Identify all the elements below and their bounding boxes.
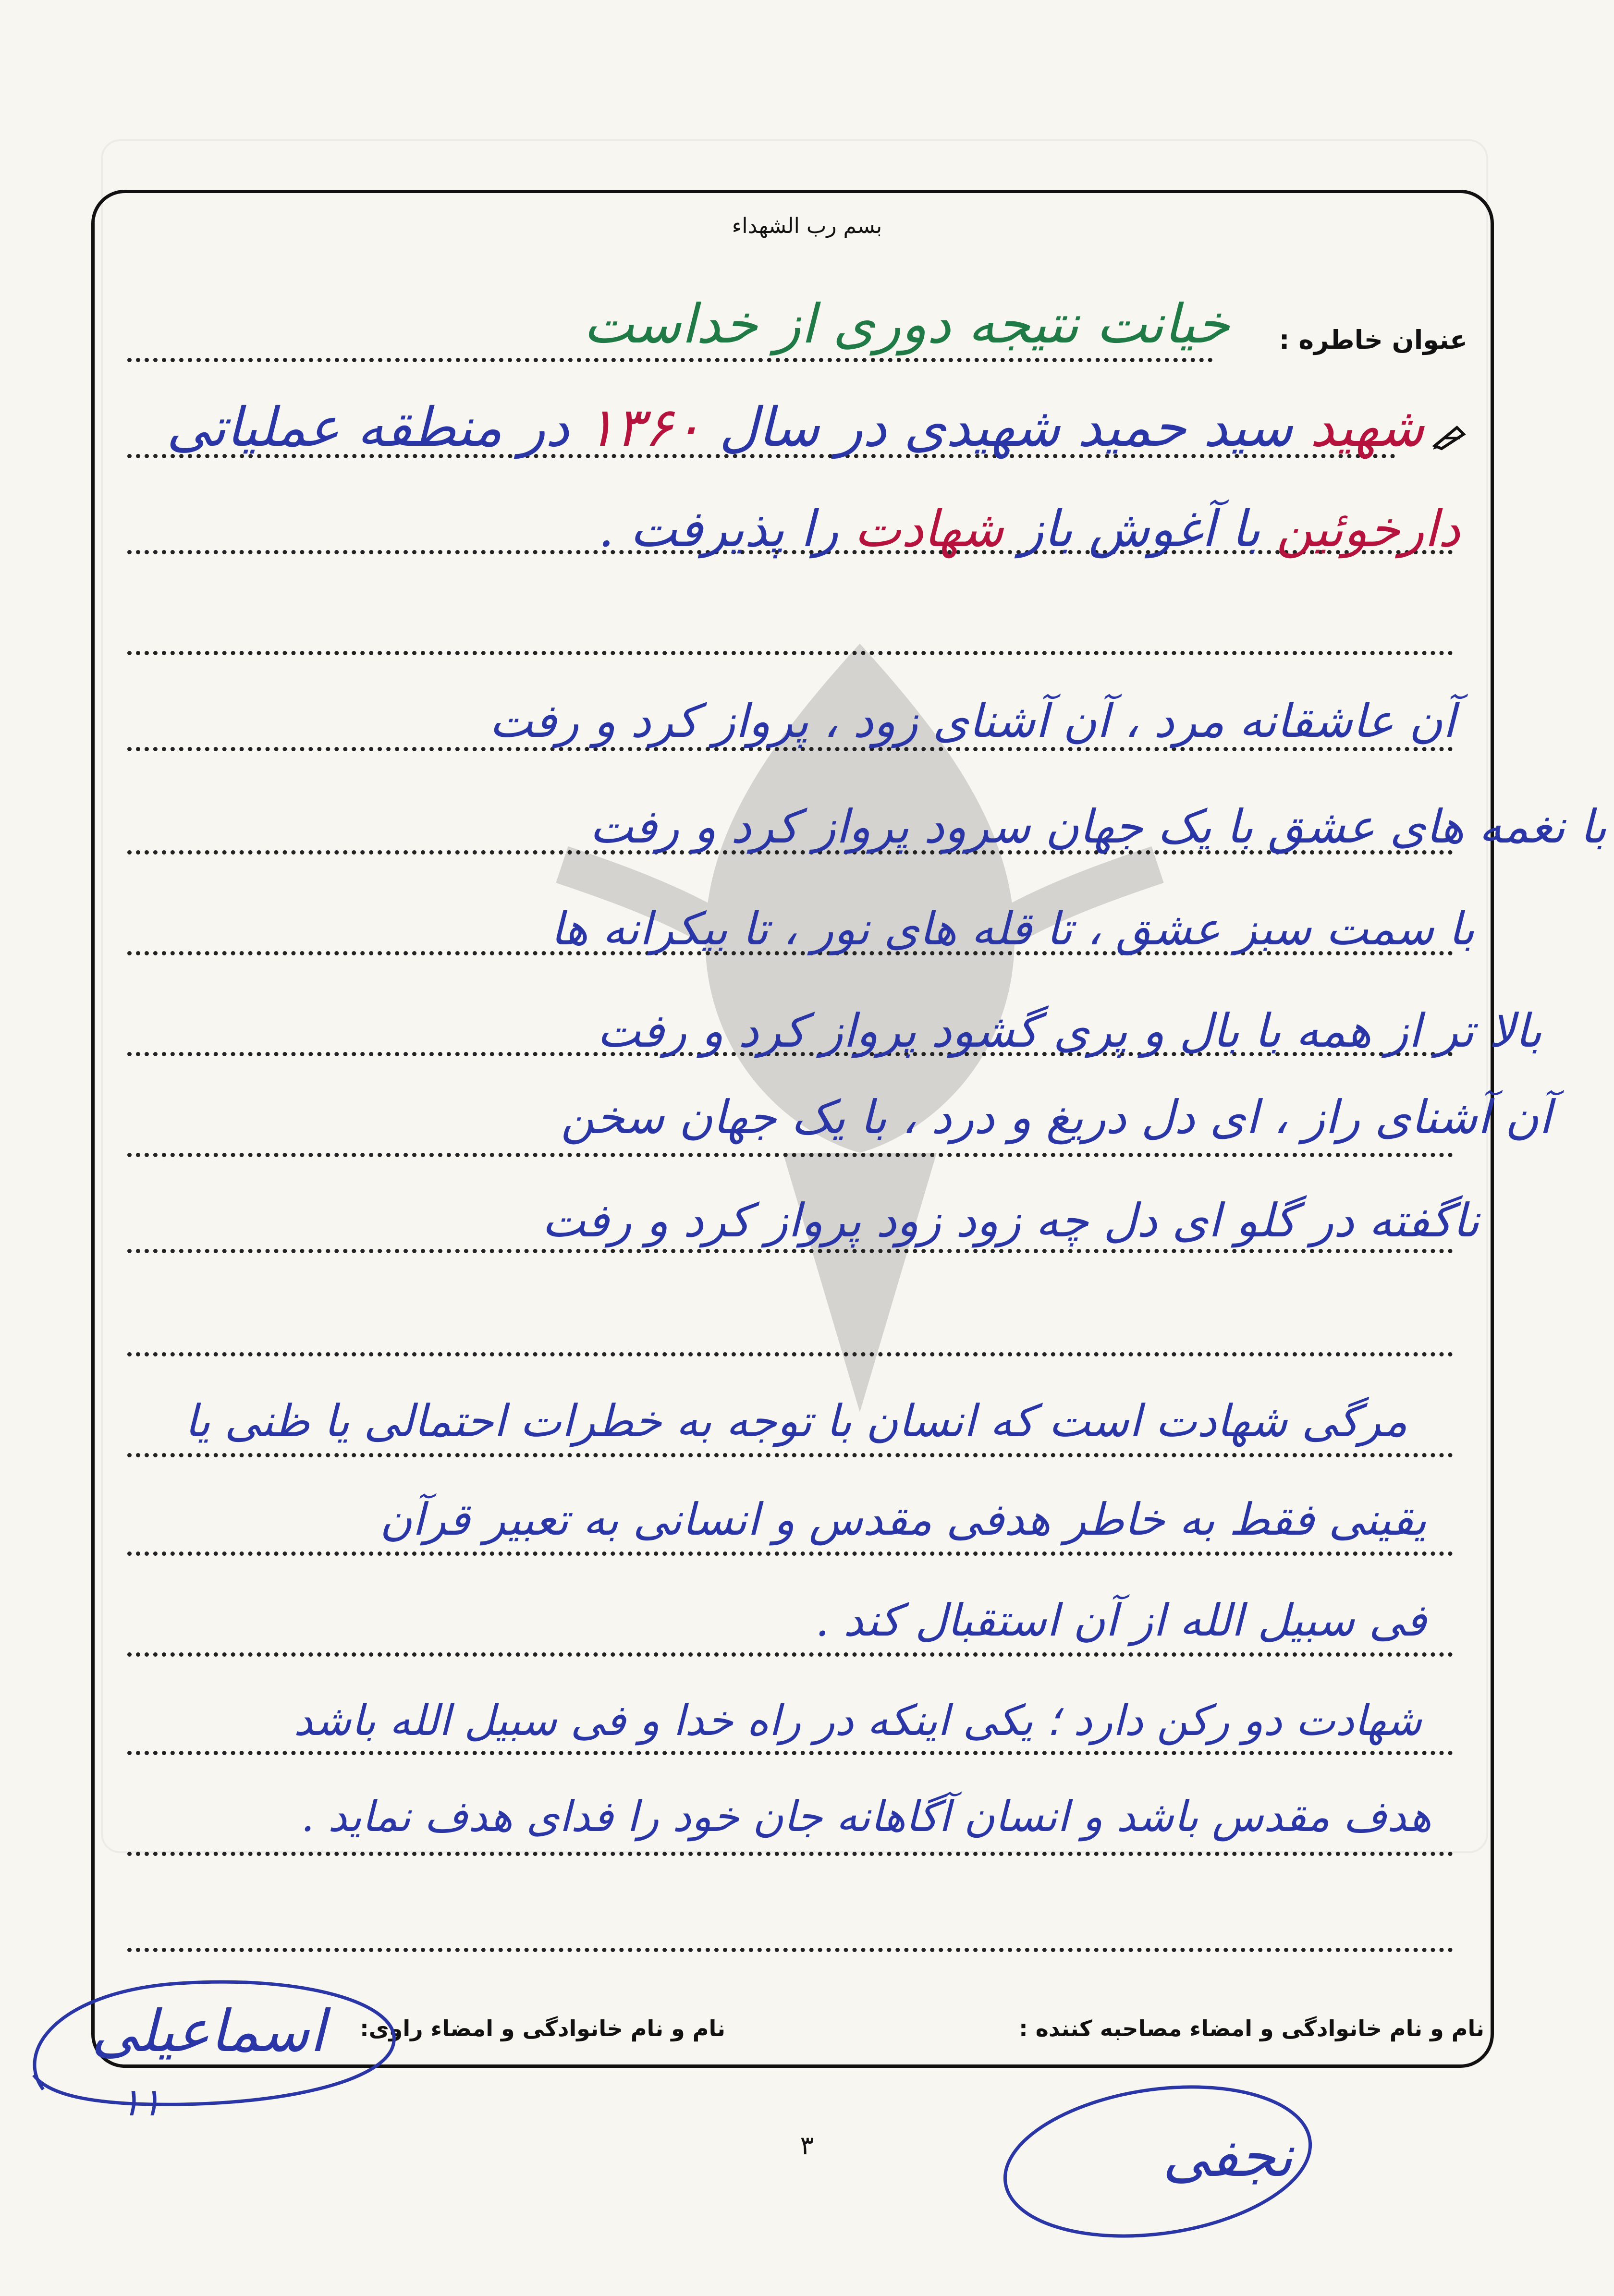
memoir-segment: را پذیرفت . bbox=[598, 500, 855, 558]
memoir-line-5: با سمت سبز عشق ، تا قله های نور ، تا بیکرانه ها bbox=[550, 903, 1475, 955]
memoir-line-3: آن عاشقانه مرد ، آن آشنای زود ، پرواز کرد و رفت bbox=[489, 694, 1455, 748]
memoir-segment: شهید bbox=[1309, 396, 1424, 459]
memoir-segment: ۱۳۶۰ bbox=[586, 396, 702, 459]
memoir-line-12: شهادت دو رکن دارد ؛ یکی اینکه در راه خدا و فی سبیل الله باشد bbox=[293, 1696, 1422, 1745]
ruled-line bbox=[127, 1352, 1453, 1356]
memoir-line-9: مرگی شهادت است که انسان با توجه به خطرات احتمالی یا ظنی یا bbox=[184, 1395, 1407, 1447]
pen-icon bbox=[1432, 424, 1467, 451]
memoir-title-handwritten: خیانت نتیجه دوری از خداست bbox=[583, 293, 1230, 355]
memoir-line-1 bbox=[166, 396, 1424, 459]
interviewer-signature-label: نام و نام خانوادگی و امضاء مصاحبه کننده : bbox=[1019, 2015, 1484, 2041]
memoir-line-10: یقینی فقط به خاطر هدفی مقدس و انسانی به تعبیر قرآن bbox=[379, 1494, 1427, 1545]
narrator-signature-label: نام و نام خانوادگی و امضاء راوی: bbox=[360, 2015, 725, 2041]
ruled-line bbox=[127, 1249, 1453, 1253]
narrator-signature: اسماعیلی bbox=[91, 1998, 326, 2065]
title-dotted-line bbox=[127, 358, 1213, 362]
ruled-line bbox=[127, 1652, 1453, 1657]
memoir-segment: شهادت bbox=[854, 500, 1004, 558]
memoir-line-7: آن آشنای راز ، ای دل دریغ و درد ، با یک جهان سخن bbox=[561, 1090, 1552, 1144]
ruled-line bbox=[127, 1153, 1453, 1157]
memoir-line-11: فی سبیل الله از آن استقبال کند . bbox=[815, 1595, 1427, 1646]
memoir-segment: سید حمید شهیدی در سال bbox=[702, 396, 1310, 459]
ruled-line bbox=[127, 1551, 1453, 1556]
memoir-line-6: بالا تر از همه با بال و پری گشود پرواز کرد و رفت bbox=[597, 1004, 1542, 1058]
narrator-signature-mark: ۱۱ bbox=[120, 2080, 161, 2125]
memoir-line-13: هدف مقدس باشد و انسان آگاهانه جان خود را فدای هدف نماید . bbox=[301, 1792, 1431, 1841]
basmala-header: بسم رب الشهداء bbox=[732, 214, 882, 238]
memoir-line-4: با نغمه های عشق با یک جهان سرود پرواز کرد و رفت bbox=[589, 800, 1607, 854]
memoir-segment: با آغوش باز bbox=[1003, 500, 1277, 558]
memoir-line-2 bbox=[598, 500, 1460, 558]
ruled-line bbox=[127, 1852, 1453, 1856]
ruled-line bbox=[127, 1948, 1453, 1952]
title-label: عنوان خاطره : bbox=[1279, 325, 1467, 355]
page-number: ۳ bbox=[800, 2130, 814, 2161]
memoir-line-8: ناگفته در گلو ای دل چه زود زود پرواز کرد و رفت bbox=[542, 1194, 1480, 1247]
ruled-line bbox=[127, 1751, 1453, 1755]
memoir-segment: دارخوئین bbox=[1276, 500, 1460, 558]
ruled-line bbox=[127, 651, 1453, 655]
memoir-segment: در منطقه عملیاتی bbox=[166, 396, 587, 459]
ruled-line bbox=[127, 1453, 1453, 1457]
interviewer-signature: نجفی bbox=[1162, 2123, 1293, 2190]
